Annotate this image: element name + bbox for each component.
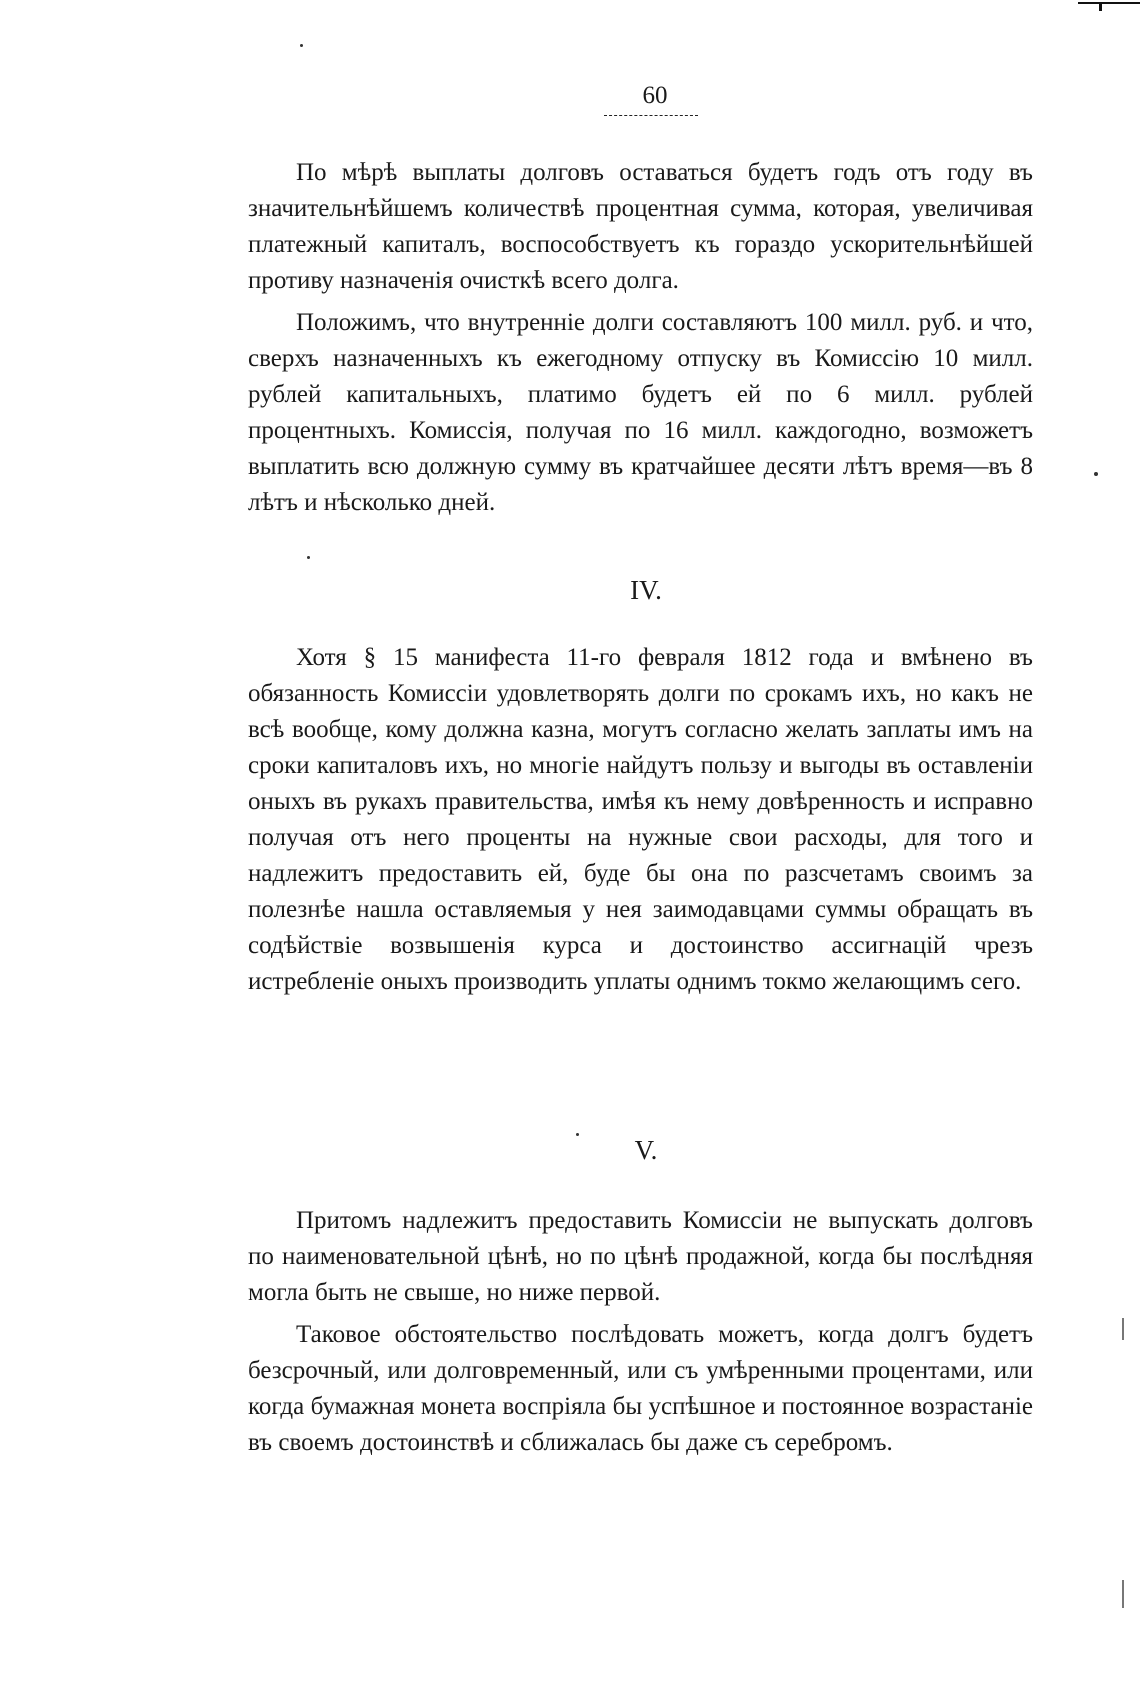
page-number-rule <box>604 115 698 116</box>
corner-scan-mark <box>1078 2 1140 4</box>
scan-speck <box>576 1133 579 1136</box>
section-v <box>248 1203 1033 1461</box>
corner-scan-tick <box>1099 2 1102 11</box>
page-number: 60 <box>642 82 668 109</box>
section-heading-v: V. <box>634 1135 658 1165</box>
section-heading-iv: IV. <box>630 575 662 605</box>
scan-speck <box>1094 472 1098 476</box>
paragraph: Положимъ, что внутренніе долги составляютъ 100 милл. руб. и что, сверхъ назначенныхъ къ ежегодному отпуску въ Комиссію 10 милл. рублей капитальныхъ, платимо будетъ ей по 6 милл. рублей процентныхъ. Комиссія, получая по 16 милл. каждогодно, возможетъ выплатить всю должную сумму въ кратчайшее десяти лѣтъ время—въ 8 лѣтъ и нѣсколько дней. <box>248 309 1033 516</box>
scan-speck <box>307 556 310 559</box>
section-intro <box>248 155 1033 521</box>
paragraph: По мѣрѣ выплаты долговъ оставаться будетъ годъ отъ году въ значительнѣйшемъ количествѣ процентная сумма, которая, увеличивая платежный капиталъ, воспособствуетъ къ гораздо ускорительнѣйшей противу назначенія очисткѣ всего долга. <box>248 159 1033 294</box>
section-iv <box>248 640 1033 1000</box>
paragraph: Притомъ надлежитъ предоставить Комиссіи не выпускать долговъ по наименовательной цѣнѣ, но по цѣнѣ продажной, когда бы послѣдняя могла быть не свыше, но ниже первой. <box>248 1207 1033 1306</box>
paragraph: Таковое обстоятельство послѣдовать можетъ, когда долгъ будетъ безсрочный, или долговременный, или съ умѣренными процентами, или когда бумажная монета воспріяла бы успѣшное и постоянное возрастаніе въ своемъ достоинствѣ и сближалась бы даже съ серебромъ. <box>248 1321 1033 1456</box>
paragraph: Хотя § 15 манифеста 11-го февраля 1812 года и вмѣнено въ обязанность Комиссіи удовлетворять долги по срокамъ ихъ, но какъ не всѣ вообще, кому должна казна, могутъ согласно желать заплаты имъ на сроки капиталовъ ихъ, но многіе найдутъ пользу и выгоды въ оставленіи оныхъ въ рукахъ правительства, имѣя къ нему довѣренность и исправно получая отъ него проценты на нужные свои расходы, для того и надлежитъ предоставить ей, буде бы она по разсчетамъ своимъ за полезнѣе нашла оставляемыя у нея заимодавцами суммы обращать въ содѣйствіе возвышенія курса и достоинство ассигнацій чрезъ истребленіе оныхъ производить уплаты однимъ токмо желающимъ сего. <box>248 644 1033 995</box>
margin-line <box>1122 1580 1124 1608</box>
margin-line <box>1122 1318 1124 1340</box>
scan-speck <box>300 44 303 47</box>
